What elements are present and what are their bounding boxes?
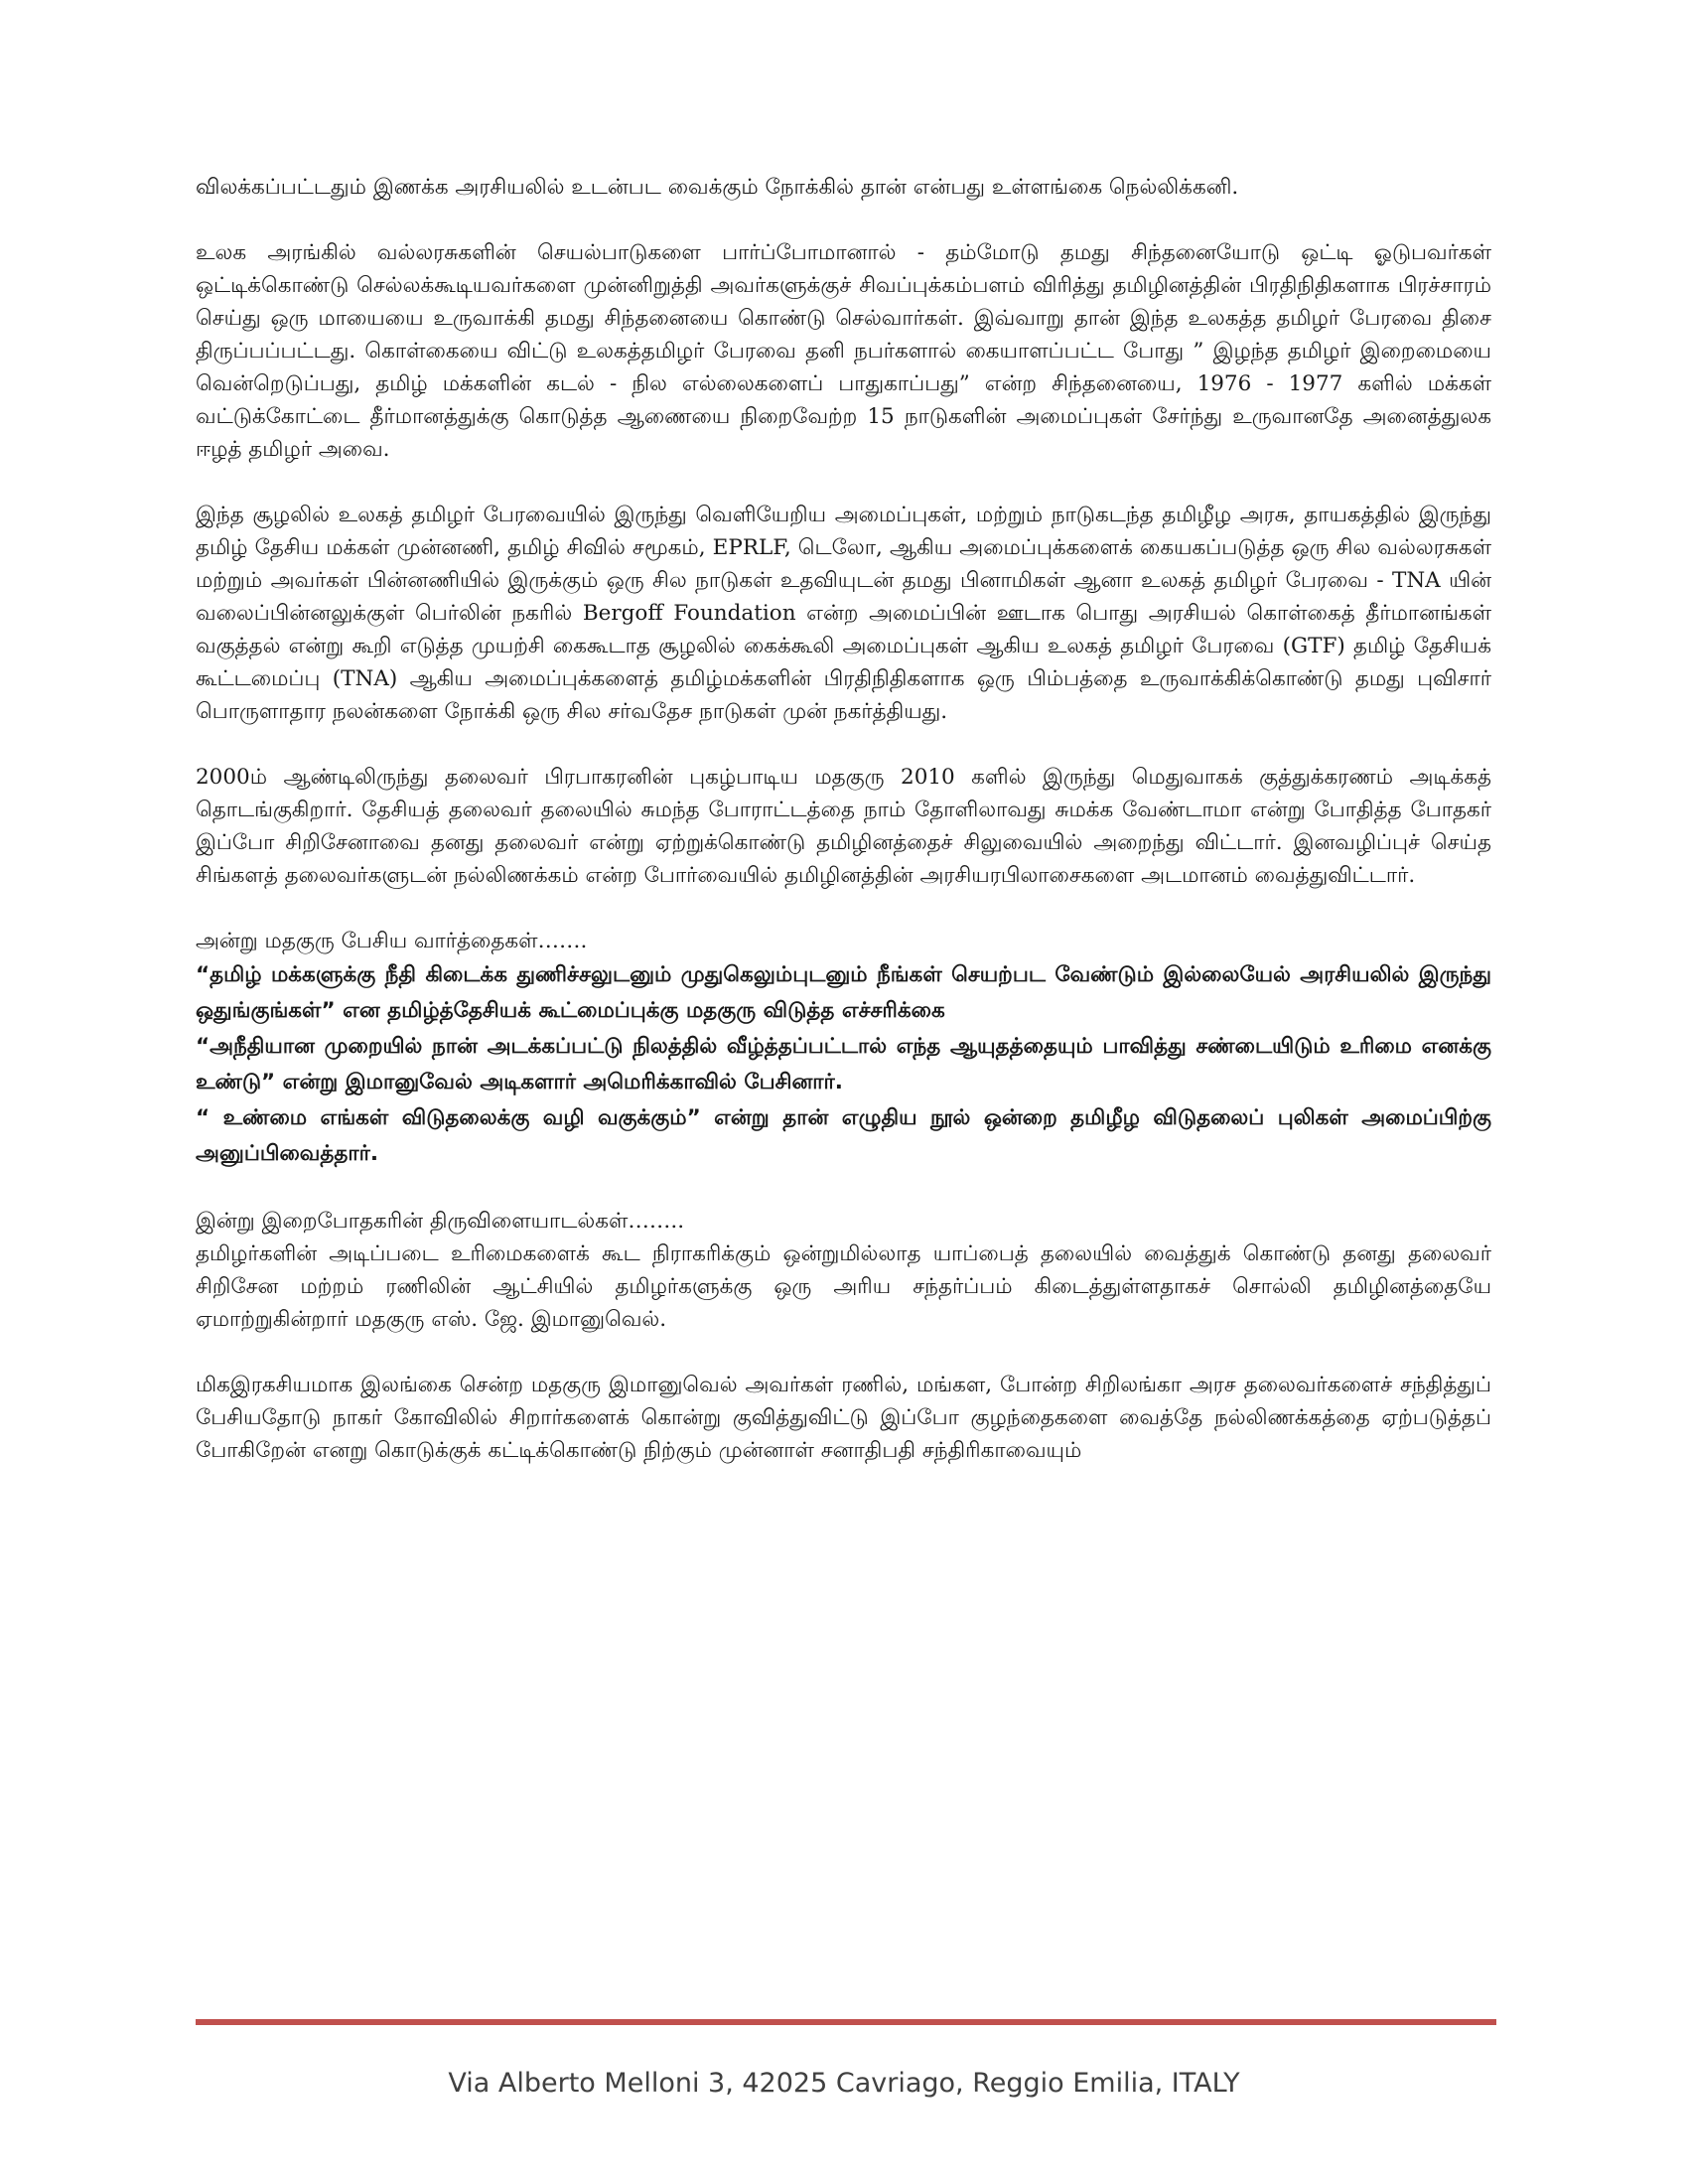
footer-divider — [196, 2019, 1496, 2025]
paragraph-2: உலக அரங்கில் வல்லரசுகளின் செயல்பாடுகளை பார்ப்போமானால் - தம்மோடு தமது சிந்தனையோடு ஒட்டி ஓடுபவர்கள் ஒட்டிக்கொண்டு செல்லக்கூடியவர்களை முன்னிறுத்தி அவர்களுக்குச் சிவப்புக்கம்பளம் விரித்து தமிழினத்தின் பிரதிநிதிகளாக பிரச்சாரம் செய்து ஒரு மாயையை உருவாக்கி தமது சிந்தனையை கொண்டு செல்வார்கள். இவ்வாறு தான் இந்த உலகத்த தமிழர் பேரவை திசை திருப்பப்பட்டது. கொள்கையை விட்டு உலகத்தமிழர் பேரவை தனி நபர்களால் கையாளப்பட்ட போது ” இழந்த தமிழர் இறைமையை வென்றெடுப்பது, தமிழ் மக்களின் கடல் - நில எல்லைகளைப் பாதுகாப்பது” என்ற சிந்தனையை, 1976 - 1977 களில் மக்கள் வட்டுக்கோட்டை தீர்மானத்துக்கு கொடுத்த ஆணையை நிறைவேற்ற 15 நாடுகளின் அமைப்புகள் சேர்ந்து உருவானதே அனைத்துலக ஈழத் தமிழர் அவை. — [196, 240, 1491, 462]
paragraph-6-body: தமிழர்களின் அடிப்படை உரிமைகளைக் கூட நிராகரிக்கும் ஒன்றுமில்லாத யாப்பைத் தலையில் வைத்துக் கொண்டு தனது தலைவர் சிறிசேன மற்றம் ரணிலின் ஆட்சியில் தமிழர்களுக்கு ஒரு அரிய சந்தர்ப்பம் கிடைத்துள்ளதாகச் சொல்லி தமிழினத்தையே ஏமாற்றுகின்றார் மதகுரு எஸ். ஜே. இமானுவெல். — [196, 1241, 1491, 1332]
document-body — [196, 171, 1491, 1500]
paragraph-6 — [196, 1205, 1491, 1336]
footer-address: Via Alberto Melloni 3, 42025 Cavriago, Reggio Emilia, ITALY — [448, 2068, 1240, 2099]
quotes-intro: அன்று மதகுரு பேசிய வார்த்தைகள்……. — [196, 929, 588, 953]
quote-1: “தமிழ் மக்களுக்கு நீதி கிடைக்க துணிச்சலுடனும் முதுகெலும்புடனும் நீங்கள் செயற்பட வேண்டும் இல்லையேல் அரசியலில் இருந்து ஒதுங்குங்கள்” என தமிழ்த்தேசியக் கூட்மைப்புக்கு மதகுரு விடுத்த எச்சரிக்கை — [196, 962, 1491, 1023]
quote-3: “ உண்மை எங்கள் விடுதலைக்கு வழி வகுக்கும்” என்று தான் எழுதிய நூல் ஒன்றை தமிழீழ விடுதலைப் புலிகள் அமைப்பிற்கு அனுப்பிவைத்தார். — [196, 1105, 1491, 1166]
paragraph-7: மிகஇரகசியமாக இலங்கை சென்ற மதகுரு இமானுவெல் அவர்கள் ரணில், மங்கள, போன்ற சிறிலங்கா அரச தலைவர்களைச் சந்தித்துப் பேசியதோடு நாகர் கோவிலில் சிறார்களைக் கொன்று குவித்துவிட்டு இப்போ குழந்தைகளை வைத்தே நல்லிணக்கத்தை ஏற்படுத்தப் போகிறேன் எனறு கொடுக்குக் கட்டிக்கொண்டு நிற்கும் முன்னாள் சனாதிபதி சந்திரிகாவையும் — [196, 1373, 1491, 1463]
paragraph-6-heading: இன்று இறைபோதகரின் திருவிளையாடல்கள்…….. — [196, 1209, 685, 1234]
paragraph-4: 2000ம் ஆண்டிலிருந்து தலைவர் பிரபாகரனின் புகழ்பாடிய மதகுரு 2010 களில் இருந்து மெதுவாகக் குத்துக்கரணம் அடிக்கத் தொடங்குகிறார். தேசியத் தலைவர் தலையில் சுமந்த போராட்டத்தை நாம் தோளிலாவது சுமக்க வேண்டாமா என்று போதித்த போதகர் இப்போ சிறிசேனாவை தனது தலைவர் என்று ஏற்றுக்கொண்டு தமிழினத்தைச் சிலுவையில் அறைந்து விட்டார். இனவழிப்புச் செய்த சிங்களத் தலைவர்களுடன் நல்லிணக்கம் என்ற போர்வையில் தமிழினத்தின் அரசியரபிலாசைகளை அடமானம் வைத்துவிட்டார். — [196, 765, 1491, 888]
quotes-section — [196, 925, 1491, 1172]
quote-2: “அநீதியான முறையில் நான் அடக்கப்பட்டு நிலத்தில் வீழ்த்தப்பட்டால் எந்த ஆயுதத்தையும் பாவித்து சண்டையிடும் உரிமை எனக்கு உண்டு” என்று இமானுவேல் அடிகளார் அமெரிக்காவில் பேசினார். — [196, 1034, 1491, 1094]
paragraph-1: விலக்கப்பட்டதும் இணக்க அரசியலில் உடன்பட வைக்கும் நோக்கில் தான் என்பது உள்ளங்கை நெல்லிக்கனி. — [196, 175, 1239, 200]
paragraph-3: இந்த சூழலில் உலகத் தமிழர் பேரவையில் இருந்து வெளியேறிய அமைப்புகள், மற்றும் நாடுகடந்த தமிழீழ அரசு, தாயகத்தில் இருந்து தமிழ் தேசிய மக்கள் முன்னணி, தமிழ் சிவில் சமூகம், EPRLF, டெலோ, ஆகிய அமைப்புக்களைக் கையகப்படுத்த ஒரு சில வல்லரசுகள் மற்றும் அவர்கள் பின்னணியில் இருக்கும் ஒரு சில நாடுகள் உதவியுடன் தமது பினாமிகள் ஆனா உலகத் தமிழர் பேரவை - TNA யின் வலைப்பின்னலுக்குள் பெர்லின் நகரில் Bergoff Foundation என்ற அமைப்பின் ஊடாக பொது அரசியல் கொள்கைத் தீர்மானங்கள் வகுத்தல் என்று கூறி எடுத்த முயற்சி கைகூடாத சூழலில் கைக்கூலி அமைப்புகள் ஆகிய உலகத் தமிழர் பேரவை (GTF) தமிழ் தேசியக் கூட்டமைப்பு (TNA) ஆகிய அமைப்புக்களைத் தமிழ்மக்களின் பிரதிநிதிகளாக ஒரு பிம்பத்தை உருவாக்கிக்கொண்டு தமது புவிசார் பொருளாதார நலன்களை நோக்கி ஒரு சில சர்வதேச நாடுகள் முன் நகர்த்தியது. — [196, 503, 1491, 724]
